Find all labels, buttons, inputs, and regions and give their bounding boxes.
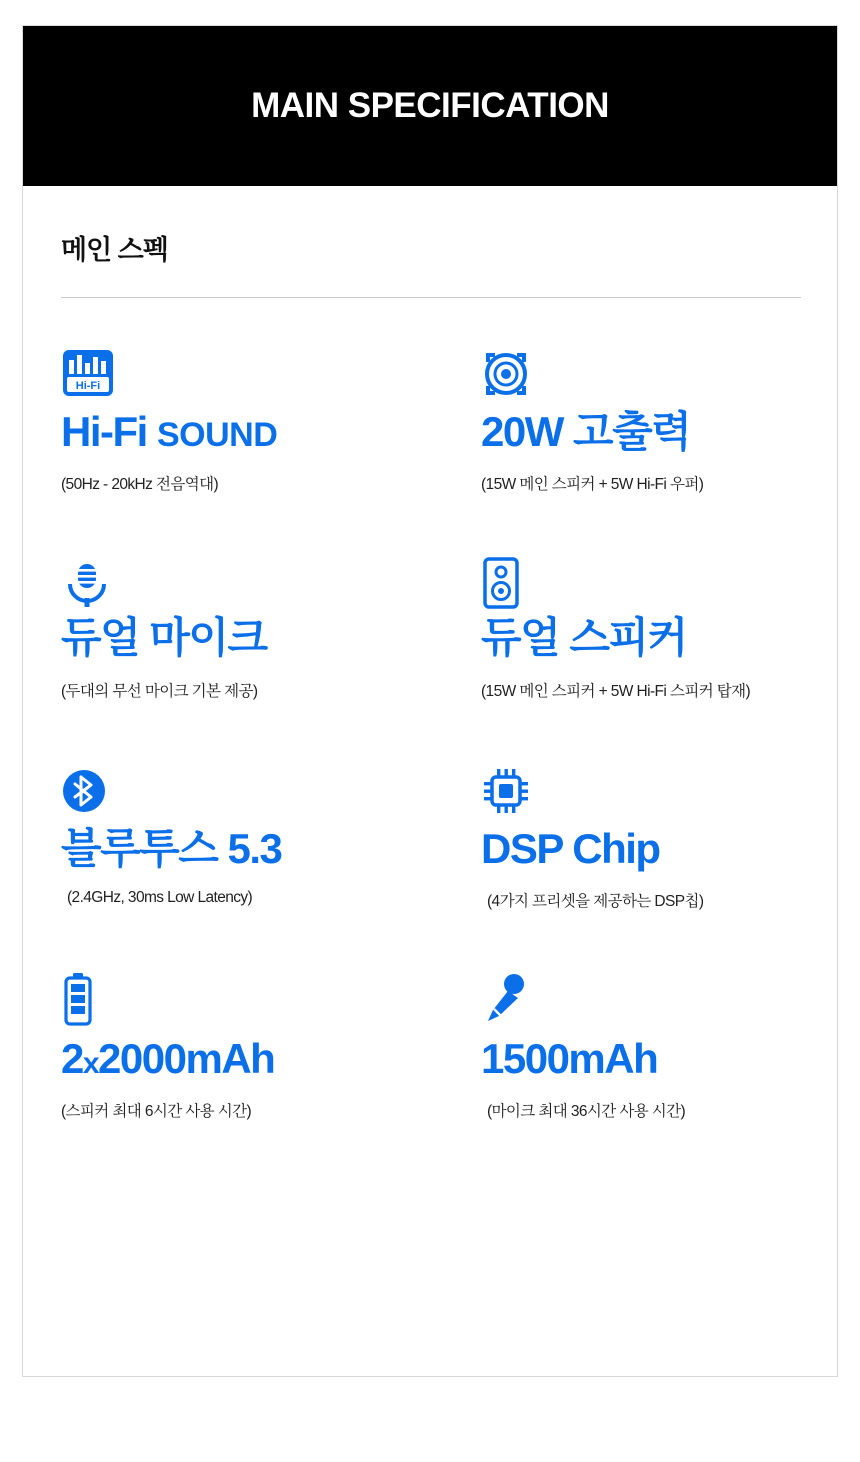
spec-title — [481, 1035, 789, 1083]
spec-title — [61, 1035, 471, 1083]
section-title: 메인 스펙 — [61, 235, 168, 265]
battery-icon — [61, 969, 471, 1027]
spec-note: (4가지 프리셋을 제공하는 DSP칩) — [487, 892, 704, 910]
spec-title-main: 20W 고출력 — [481, 408, 691, 455]
spec-item-dual-mic — [61, 552, 481, 700]
hifi-equalizer-icon — [61, 342, 471, 400]
spec-title — [61, 825, 471, 873]
spec-title-main: 듀얼 마이크 — [61, 614, 267, 662]
spec-title-main: 블루투스 5.3 — [61, 824, 282, 872]
spec-grid — [61, 342, 799, 1121]
spec-title — [61, 614, 471, 662]
speaker-driver-icon — [481, 342, 789, 400]
spec-title-sub: SOUND — [156, 416, 278, 454]
spec-title-main: Hi-Fi — [61, 408, 147, 455]
spec-item-dsp-chip — [481, 759, 799, 911]
spec-note: (두대의 무선 마이크 기본 제공) — [61, 682, 258, 700]
spec-title-main: 듀얼 스피커 — [481, 614, 687, 662]
spec-item-20w-output — [481, 342, 799, 494]
spec-note: (50Hz - 20kHz 전음역대) — [61, 476, 219, 494]
svg-text:Hi-Fi: Hi-Fi — [75, 380, 101, 392]
spec-title-main: 1500mAh — [481, 1034, 658, 1082]
spec-item-mic-battery — [481, 969, 799, 1121]
spec-title-main: 2000mAh — [98, 1034, 275, 1082]
spec-item-hifi-sound — [61, 342, 481, 494]
spec-item-dual-speaker — [481, 552, 799, 700]
dsp-chip-icon — [481, 759, 789, 817]
page-title: MAIN SPECIFICATION — [251, 86, 609, 125]
dual-microphone-icon — [61, 552, 471, 610]
spec-title-main: DSP Chip — [481, 824, 660, 872]
spec-note: (2.4GHz, 30ms Low Latency) — [67, 888, 253, 906]
spec-note: (마이크 최대 36시간 사용 시간) — [487, 1103, 686, 1121]
spec-note: (스피커 최대 6시간 사용 시간) — [61, 1103, 252, 1121]
microphone-icon — [481, 969, 789, 1027]
spec-note: (15W 메인 스피커 + 5W Hi-Fi 우퍼) — [481, 476, 704, 494]
spec-title — [61, 408, 471, 456]
spec-item-speaker-battery — [61, 969, 481, 1121]
spec-title-multiplier: x — [82, 1046, 99, 1080]
spec-title — [481, 408, 789, 456]
bluetooth-icon — [61, 759, 471, 817]
header-band — [23, 26, 837, 186]
spec-body — [23, 186, 837, 1376]
spec-title — [481, 614, 789, 662]
section-divider — [61, 297, 801, 298]
spec-item-bluetooth — [61, 759, 481, 911]
spec-note: (15W 메인 스피커 + 5W Hi-Fi 스피커 탑재) — [481, 682, 751, 700]
spec-card — [22, 25, 838, 1377]
speaker-box-icon — [481, 552, 789, 610]
spec-title-prefix: 2 — [61, 1034, 83, 1082]
spec-title — [481, 825, 789, 873]
